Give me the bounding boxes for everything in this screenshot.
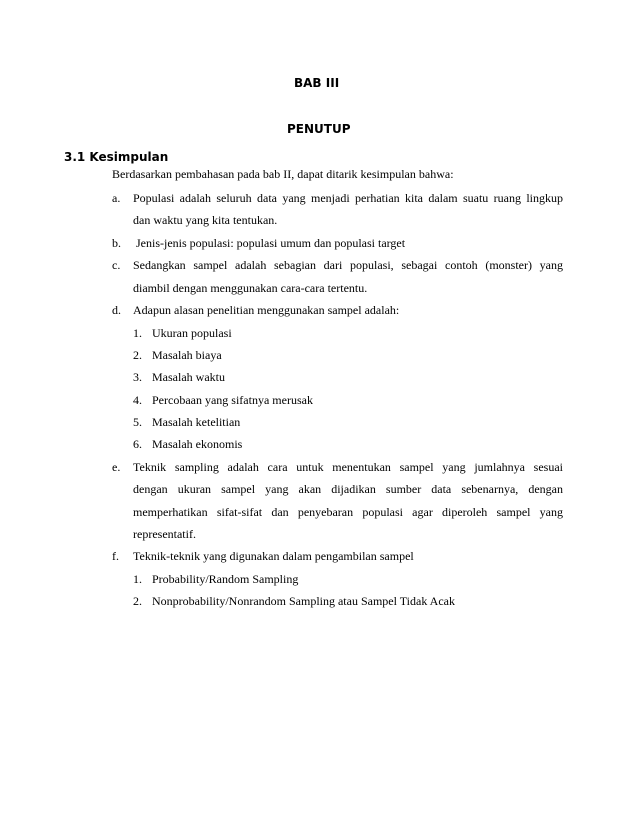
list-marker-e: e. <box>112 460 121 474</box>
section-intro: Berdasarkan pembahasan pada bab II, dapat ditarik kesimpulan bahwa: <box>112 167 454 181</box>
sublist-item-d-6: Masalah ekonomis <box>152 437 243 451</box>
sublist-item-d-4: Percobaan yang sifatnya merusak <box>152 393 313 407</box>
list-marker-d: d. <box>112 303 121 317</box>
sublist-marker-d-1: 1. <box>133 326 142 340</box>
sublist-item-d-5: Masalah ketelitian <box>152 415 241 429</box>
sublist-item-d-3: Masalah waktu <box>152 370 225 384</box>
section-heading: 3.1 Kesimpulan <box>64 150 169 164</box>
sublist-marker-d-6: 6. <box>133 437 142 451</box>
chapter-number: BAB III <box>294 76 340 90</box>
list-marker-f: f. <box>112 549 119 563</box>
sublist-item-f-1: Probability/Random Sampling <box>152 572 299 586</box>
list-item-e-line-1: Teknik sampling adalah cara untuk menentukan sampel yang jumlahnya sesuai <box>133 460 563 474</box>
list-item-e-line-2: dengan ukuran sampel yang akan dijadikan sumber data sebenarnya, dengan <box>133 482 563 496</box>
list-item-e-line-4: representatif. <box>133 527 196 541</box>
sublist-marker-d-2: 2. <box>133 348 142 362</box>
list-item-c-line-2: diambil dengan menggunakan cara-cara tertentu. <box>133 281 368 295</box>
list-marker-a: a. <box>112 191 121 205</box>
sublist-marker-d-3: 3. <box>133 370 142 384</box>
sublist-marker-d-5: 5. <box>133 415 142 429</box>
list-item-b-line-1: Jenis-jenis populasi: populasi umum dan populasi target <box>136 236 406 250</box>
list-marker-b: b. <box>112 236 121 250</box>
sublist-marker-d-4: 4. <box>133 393 142 407</box>
list-item-a-line-2: dan waktu yang kita tentukan. <box>133 213 278 227</box>
list-item-e-line-3: memperhatikan sifat-sifat dan penyebaran populasi agar diperoleh sampel yang <box>133 505 563 519</box>
list-item-d-line-1: Adapun alasan penelitian menggunakan sampel adalah: <box>133 303 400 317</box>
sublist-item-d-2: Masalah biaya <box>152 348 222 362</box>
list-item-a-line-1: Populasi adalah seluruh data yang menjadi perhatian kita dalam suatu ruang lingkup <box>133 191 563 205</box>
list-marker-c: c. <box>112 258 121 272</box>
list-item-f-line-1: Teknik-teknik yang digunakan dalam pengambilan sampel <box>133 549 414 563</box>
sublist-marker-f-1: 1. <box>133 572 142 586</box>
list-item-c-line-1: Sedangkan sampel adalah sebagian dari populasi, sebagai contoh (monster) yang <box>133 258 563 272</box>
sublist-marker-f-2: 2. <box>133 594 142 608</box>
sublist-item-f-2: Nonprobability/Nonrandom Sampling atau Sampel Tidak Acak <box>152 594 455 608</box>
sublist-item-d-1: Ukuran populasi <box>152 326 232 340</box>
chapter-title: PENUTUP <box>287 122 351 136</box>
